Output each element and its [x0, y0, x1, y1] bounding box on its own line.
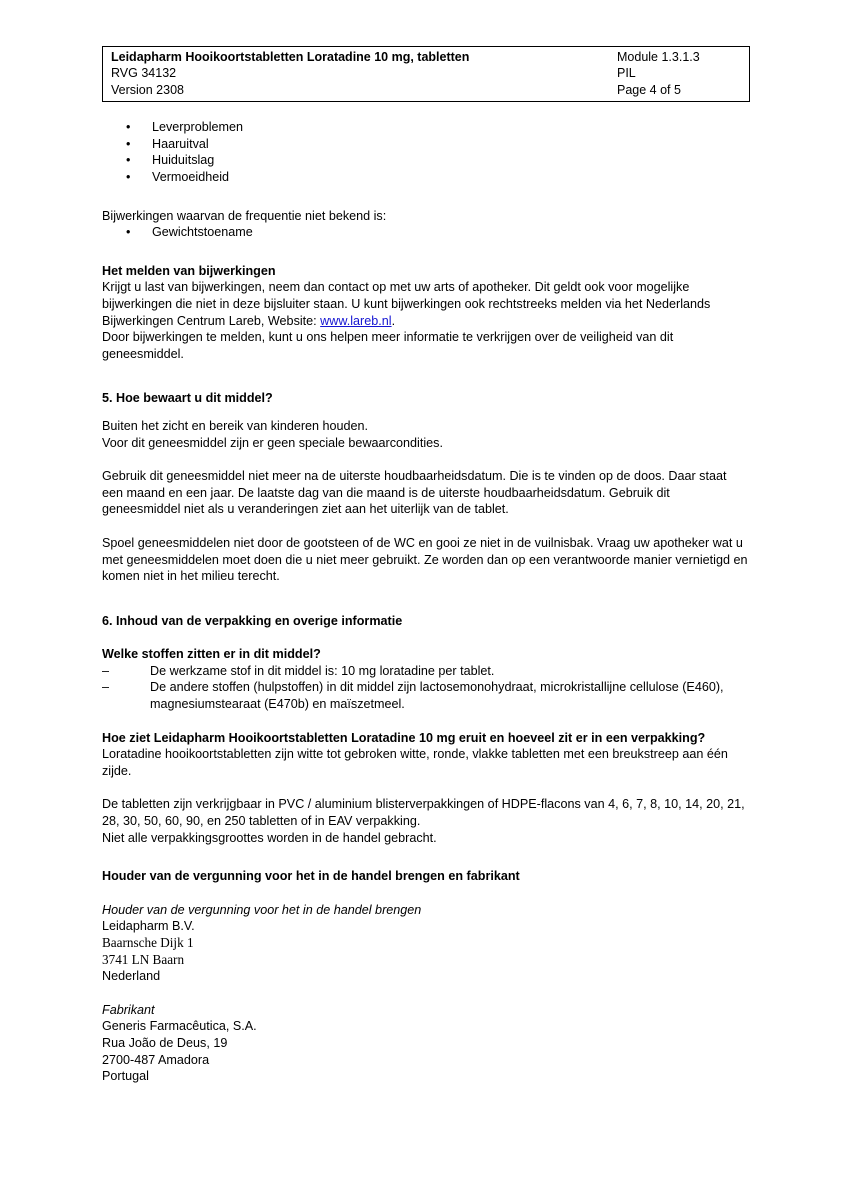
header-doc-type: PIL	[617, 66, 636, 81]
reporting-body-text-tail: .	[391, 313, 396, 328]
header-right-column	[615, 49, 749, 98]
header-version: Version 2308	[111, 82, 184, 97]
list-item	[102, 663, 750, 680]
header-page-number: Page 4 of 5	[617, 82, 681, 97]
list-item-label: Leverproblemen	[152, 120, 244, 135]
list-item	[102, 136, 750, 153]
manufacturer-label: Fabrikant	[102, 1002, 155, 1017]
holder-country: Nederland	[102, 969, 161, 984]
section5-disposal-paragraph: Spoel geneesmiddelen niet door de gootsteen of de WC en gooi ze niet in de vuilnisbak. Vraag uw apotheker wat u met geneesmiddelen moet doen die u niet meer gebruikt. Ze worden dan op een verantwoorde manier vernietigd en komen niet in het milieu terecht.	[102, 535, 748, 584]
bullet-icon: •	[126, 225, 131, 240]
marketing-heading: Houder van de vergunning voor het in de handel brengen en fabrikant	[102, 869, 520, 884]
unknown-frequency-intro: Bijwerkingen waarvan de frequentie niet bekend is:	[102, 208, 387, 223]
holder-street: Baarnsche Dijk 1	[102, 935, 194, 950]
ingredients-list	[102, 663, 750, 713]
unknown-frequency-list	[102, 224, 750, 241]
list-item-label: Vermoeidheid	[152, 170, 230, 184]
lareb-website-link[interactable]: www.lareb.nl	[320, 313, 392, 328]
section6-heading: 6. Inhoud van de verpakking en overige informatie	[102, 613, 403, 628]
packaging-note: Niet alle verpakkingsgroottes worden in de handel gebracht.	[102, 830, 437, 845]
manufacturer-name: Generis Farmacêutica, S.A.	[102, 1019, 257, 1034]
appearance-body: Loratadine hooikoortstabletten zijn witte tot gebroken witte, ronde, vlakke tabletten met een breukstreep aan één zijde.	[102, 747, 728, 778]
list-item-label: Huiduitslag	[152, 153, 215, 168]
list-item	[102, 169, 750, 186]
bullet-icon: •	[126, 136, 131, 151]
section5-heading: 5. Hoe bewaart u dit middel?	[102, 391, 273, 406]
ingredients-heading: Welke stoffen zitten er in dit middel?	[102, 647, 321, 662]
list-item-label: Haaruitval	[152, 136, 209, 151]
document-header-box	[102, 46, 750, 102]
list-item-label: De werkzame stof in dit middel is: 10 mg loratadine per tablet.	[150, 663, 495, 678]
document-content	[102, 46, 750, 1085]
holder-city: 3741 LN Baarn	[102, 951, 185, 967]
manufacturer-city: 2700-487 Amadora	[102, 1052, 210, 1067]
reporting-body-first	[102, 279, 750, 329]
list-item	[102, 679, 750, 712]
header-product-title: Leidapharm Hooikoortstabletten Loratadine 10 mg, tabletten	[111, 50, 470, 64]
side-effects-list	[102, 119, 750, 185]
section5-expiry-paragraph: Gebruik dit geneesmiddel niet meer na de uiterste houdbaarheidsdatum. Die is te vinden op de doos. Daar staat een maand en een jaar. De laatste dag van die maand is de uiterste houdbaarheidsdatum. Gebruik dit geneesmiddel niet als u veranderingen ziet aan het uiterlijk van de tablet.	[102, 469, 727, 517]
list-item-label: De andere stoffen (hulpstoffen) in dit middel zijn lactosemonohydraat, microkristallijne cellulose (E460), magnesiumstearaat (E470b) en maïszetmeel.	[150, 680, 724, 712]
bullet-icon: •	[126, 120, 131, 135]
dash-icon: –	[102, 663, 110, 678]
header-left-column	[103, 49, 615, 98]
reporting-body-second: Door bijwerkingen te melden, kunt u ons helpen meer informatie te verkrijgen over de veiligheid van dit geneesmiddel.	[102, 330, 674, 361]
header-module: Module 1.3.1.3	[617, 50, 700, 64]
section5-storage-line1: Buiten het zicht en bereik van kinderen houden.	[102, 418, 369, 433]
dash-icon: –	[102, 680, 110, 695]
holder-name: Leidapharm B.V.	[102, 919, 195, 934]
manufacturer-street: Rua João de Deus, 19	[102, 1035, 228, 1050]
bullet-icon: •	[126, 153, 131, 168]
list-item-label: Gewichtstoename	[152, 225, 253, 240]
list-item	[102, 119, 750, 136]
section5-storage-line2: Voor dit geneesmiddel zijn er geen speciale bewaarcondities.	[102, 435, 443, 450]
header-rvg-number: RVG 34132	[111, 66, 177, 81]
manufacturer-country: Portugal	[102, 1069, 149, 1084]
list-item	[102, 224, 750, 241]
packaging-body: De tabletten zijn verkrijgbaar in PVC / aluminium blisterverpakkingen of HDPE-flacons van 4, 6, 7, 8, 10, 14, 20, 21, 28, 30, 50, 60, 90, en 250 tabletten of in EAV verpakking.	[102, 797, 745, 829]
reporting-heading: Het melden van bijwerkingen	[102, 263, 276, 278]
bullet-icon: •	[126, 170, 131, 184]
reporting-body-text: Krijgt u last van bijwerkingen, neem dan contact op met uw arts of apotheker. Dit geldt ook voor mogelijke bijwerkingen die niet in deze bijsluiter staan. U kunt bijwerkingen ook rechtstreeks melden via het Nederlands Bijwerkingen Centrum Lareb, Website:	[102, 280, 711, 328]
appearance-heading: Hoe ziet Leidapharm Hooikoortstabletten Loratadine 10 mg eruit en hoeveel zit er in een verpakking?	[102, 730, 706, 745]
list-item	[102, 152, 750, 169]
holder-label: Houder van de vergunning voor het in de handel brengen	[102, 902, 422, 917]
